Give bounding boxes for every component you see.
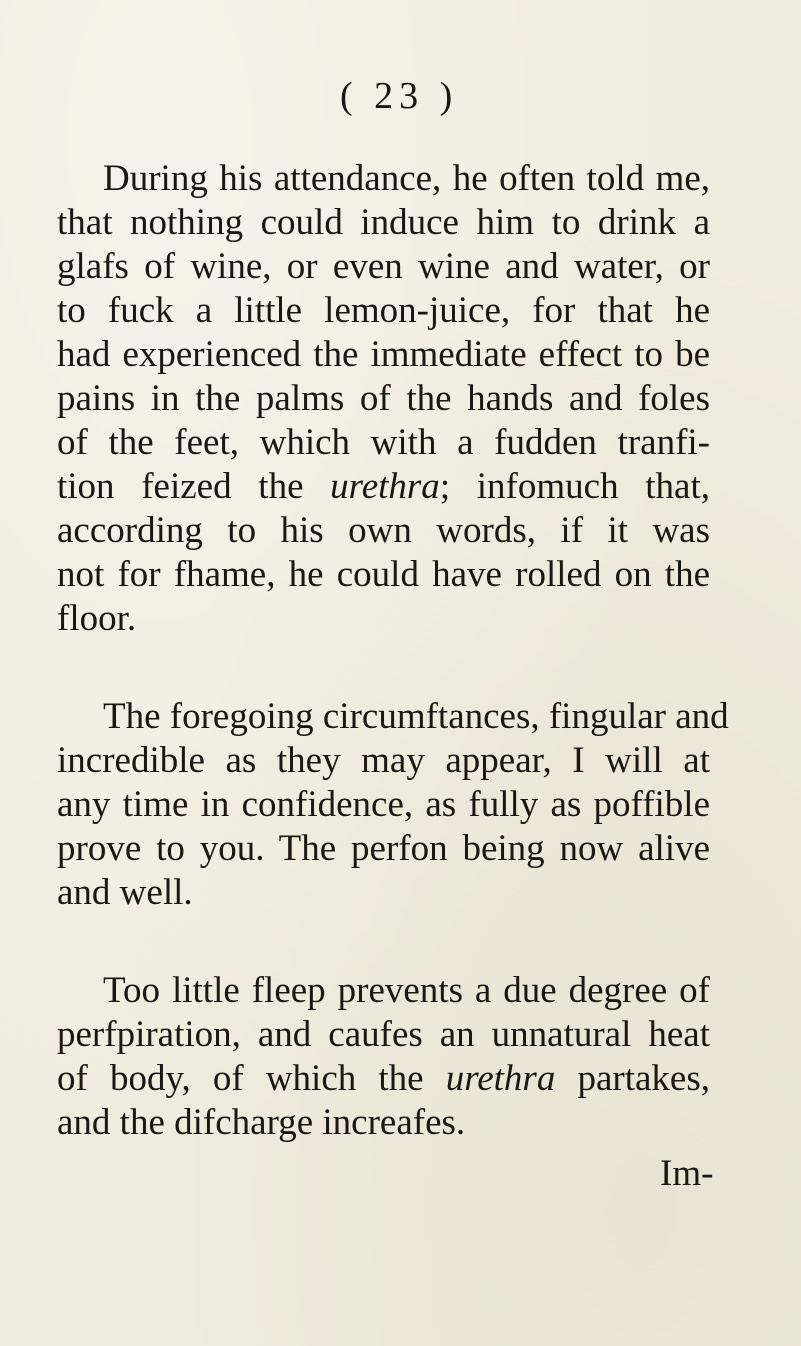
text-line-with-italic (57, 1057, 710, 1101)
text-line: floor. (57, 598, 137, 639)
text-line: to fuck a little lemon-juice, for that he (57, 290, 710, 331)
text-line: glafs of wine, or even wine and water, or (57, 246, 710, 287)
text-segment: ; infomuch that, (439, 466, 710, 507)
text-line: and well. (57, 872, 193, 913)
text-line: and the difcharge increafes. (57, 1102, 466, 1143)
text-line: according to his own words, if it was (57, 510, 710, 551)
text-segment: tion feized the (57, 466, 331, 507)
text-line: The foregoing circumftances, fingular and (103, 696, 729, 737)
text-line: that nothing could induce him to drink a (57, 202, 710, 243)
text-segment: partakes, (555, 1058, 710, 1099)
text-line: had experienced the immediate effect to be (57, 334, 710, 375)
italic-term: urethra (445, 1058, 556, 1099)
text-segment: of body, of which the (57, 1058, 446, 1099)
text-line: any time in confidence, as fully as poffible (57, 784, 710, 825)
page-number: ( 23 ) (340, 75, 459, 117)
text-line: Too little fleep prevents a due degree of (103, 970, 710, 1011)
text-line: During his attendance, he often told me, (103, 158, 710, 199)
text-line-with-italic (57, 465, 710, 509)
text-line: incredible as they may appear, I will at (57, 740, 710, 781)
catchword: Im- (660, 1153, 714, 1194)
text-line: of the feet, which with a fudden tranfi- (57, 422, 710, 463)
text-line: not for fhame, he could have rolled on the (57, 554, 710, 595)
italic-term: urethra (330, 466, 440, 507)
text-line: perfpiration, and caufes an unnatural heat (57, 1014, 710, 1055)
text-line: prove to you. The perfon being now alive (57, 828, 710, 869)
text-line: pains in the palms of the hands and foles (57, 378, 710, 419)
